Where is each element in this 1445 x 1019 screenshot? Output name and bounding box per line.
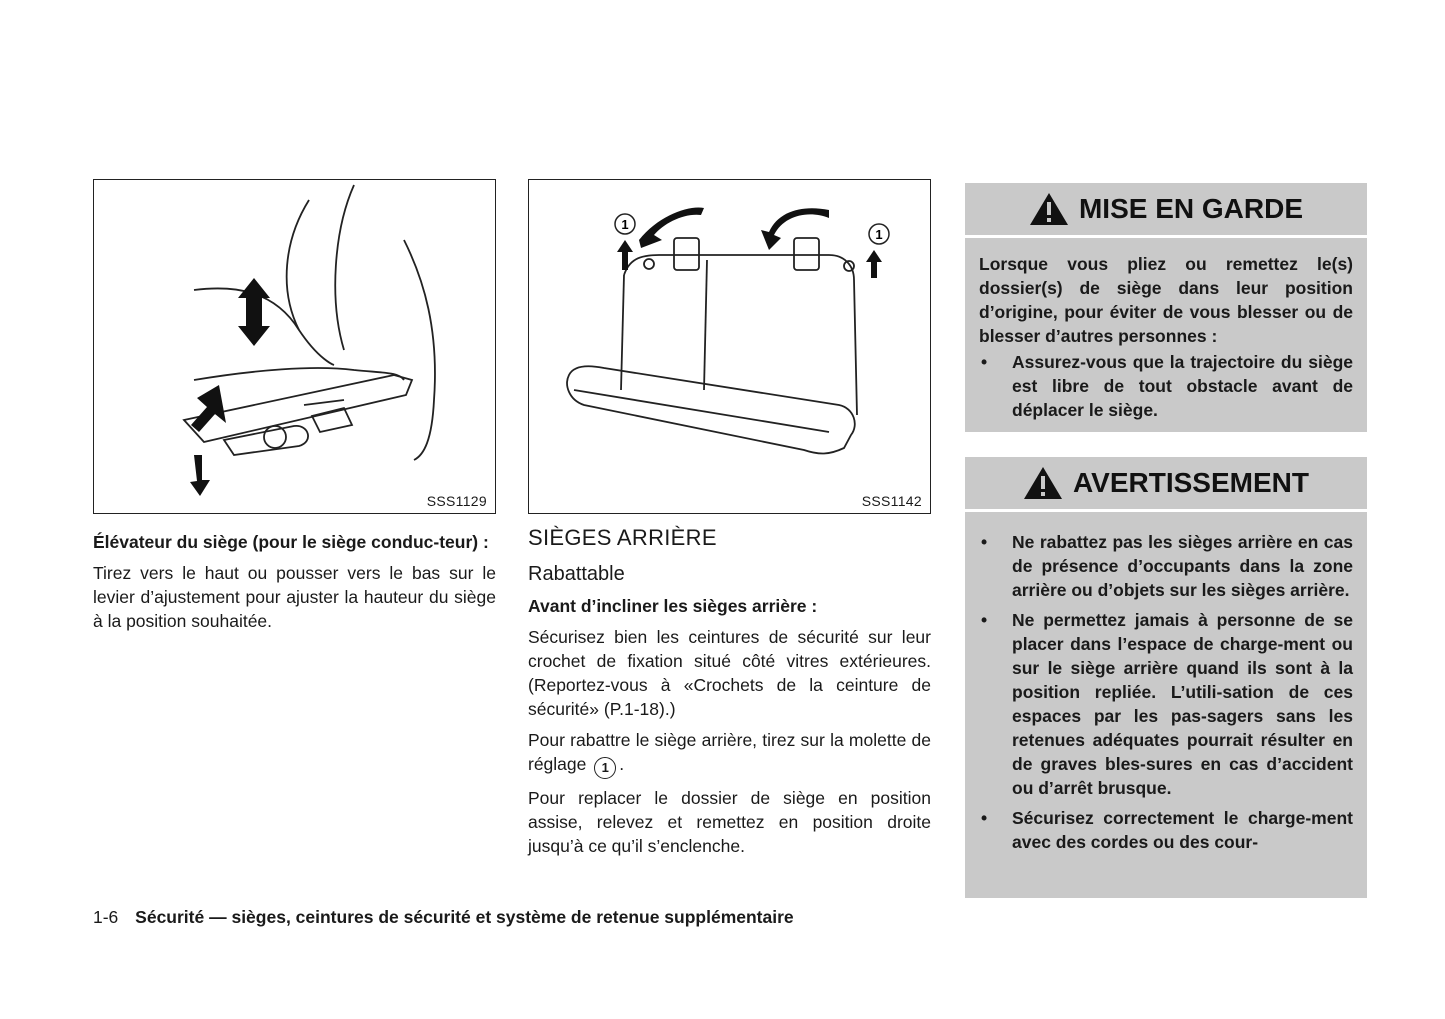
warning-box (965, 457, 1367, 898)
up-down-arrow-icon (238, 278, 270, 346)
list-item (979, 530, 1353, 602)
fold-text: Pour rabattre le siège arrière, tirez sur la molette de réglage (528, 730, 931, 774)
caution-header (965, 183, 1367, 238)
figure-code: SSS1129 (426, 493, 487, 509)
fold-text-end: . (619, 754, 625, 774)
caution-body (965, 238, 1367, 438)
warning-triangle-icon (1023, 465, 1063, 501)
callout-1-inline: 1 (594, 757, 616, 779)
down-arrow-icon (190, 455, 210, 496)
figure-code: SSS1142 (861, 493, 922, 509)
warning-triangle-icon (1029, 191, 1069, 227)
fold-arrow-left-icon (639, 207, 704, 248)
caution-list (979, 350, 1353, 422)
warning-title: AVERTISSEMENT (1073, 467, 1309, 498)
caution-intro: Lorsque vous pliez ou remettez le(s) dossier(s) de siège dans leur position d’origine, pour éviter de vous blesser ou de blesser d’autres personnes : (979, 254, 1353, 346)
bullet-text: Sécurisez correctement le charge-ment avec des cordes ou des cour- (1012, 808, 1353, 852)
seat-lifter-illustration (94, 180, 494, 512)
callout-1-left-label: 1 (621, 217, 629, 232)
before-folding-heading: Avant d’incliner les sièges arrière : (528, 596, 818, 616)
seat-lifter-paragraph: Tirez vers le haut ou pousser vers le bas sur le levier d’ajustement pour ajuster la hauteur du siège à la position souhaitée. (93, 563, 496, 631)
warning-body (965, 512, 1367, 870)
page-footer (93, 907, 794, 928)
diagonal-arrow-icon (191, 385, 226, 432)
up-arrow-right-icon (866, 250, 882, 278)
list-item (979, 350, 1353, 422)
caution-box (965, 183, 1367, 432)
figure-rear-seat (528, 179, 931, 514)
bullet: • (981, 808, 988, 828)
page-number: 1-6 (93, 907, 119, 927)
paragraph-fold (528, 728, 931, 779)
subsection-title: Rabattable (528, 563, 625, 585)
seat-lifter-heading: Élévateur du siège (pour le siège conduc-teur) : (93, 532, 489, 552)
footer-title: Sécurité — sièges, ceintures de sécurité et système de retenue supplémentaire (135, 907, 794, 927)
figure-seat-lifter (93, 179, 496, 514)
warning-list (979, 530, 1353, 854)
middle-column (528, 526, 931, 865)
list-item (979, 608, 1353, 800)
left-column (93, 530, 496, 640)
bullet-text: Ne permettez jamais à personne de se placer dans l’espace de charge-ment ou sur le siège arrière quand ils sont à la position repliée. L’utili-sation de ces espaces par les pas-sagers sans les retenues adéquates pourrait résulter en de graves bles-sures en cas d’accident ou d’arrêt brusque. (1012, 610, 1353, 798)
paragraph-seatbelts: Sécurisez bien les ceintures de sécurité sur leur crochet de fixation situé côté vitres extérieures. (Reportez-vous à «Crochets de la ceinture de sécurité» (P.1-18).) (528, 627, 931, 719)
bullet: • (981, 532, 988, 552)
bullet-text: Assurez-vous que la trajectoire du siège est libre de tout obstacle avant de déplacer le siège. (1012, 352, 1353, 420)
warning-header (965, 457, 1367, 512)
list-item (979, 806, 1353, 854)
callout-1-right-label: 1 (875, 227, 883, 242)
section-title: SIÈGES ARRIÈRE (528, 525, 717, 550)
rear-seat-illustration (529, 180, 929, 512)
up-arrow-left-icon (617, 240, 633, 270)
bullet-text: Ne rabattez pas les sièges arrière en cas de présence d’occupants dans la zone arrière ou d’objets sur les sièges arrière. (1012, 532, 1353, 600)
bullet: • (981, 610, 988, 630)
caution-title: MISE EN GARDE (1078, 193, 1304, 224)
paragraph-return: Pour replacer le dossier de siège en position assise, relevez et remettez en position droite jusqu’à ce qu’il s’enclenche. (528, 788, 931, 856)
bullet: • (981, 352, 988, 372)
